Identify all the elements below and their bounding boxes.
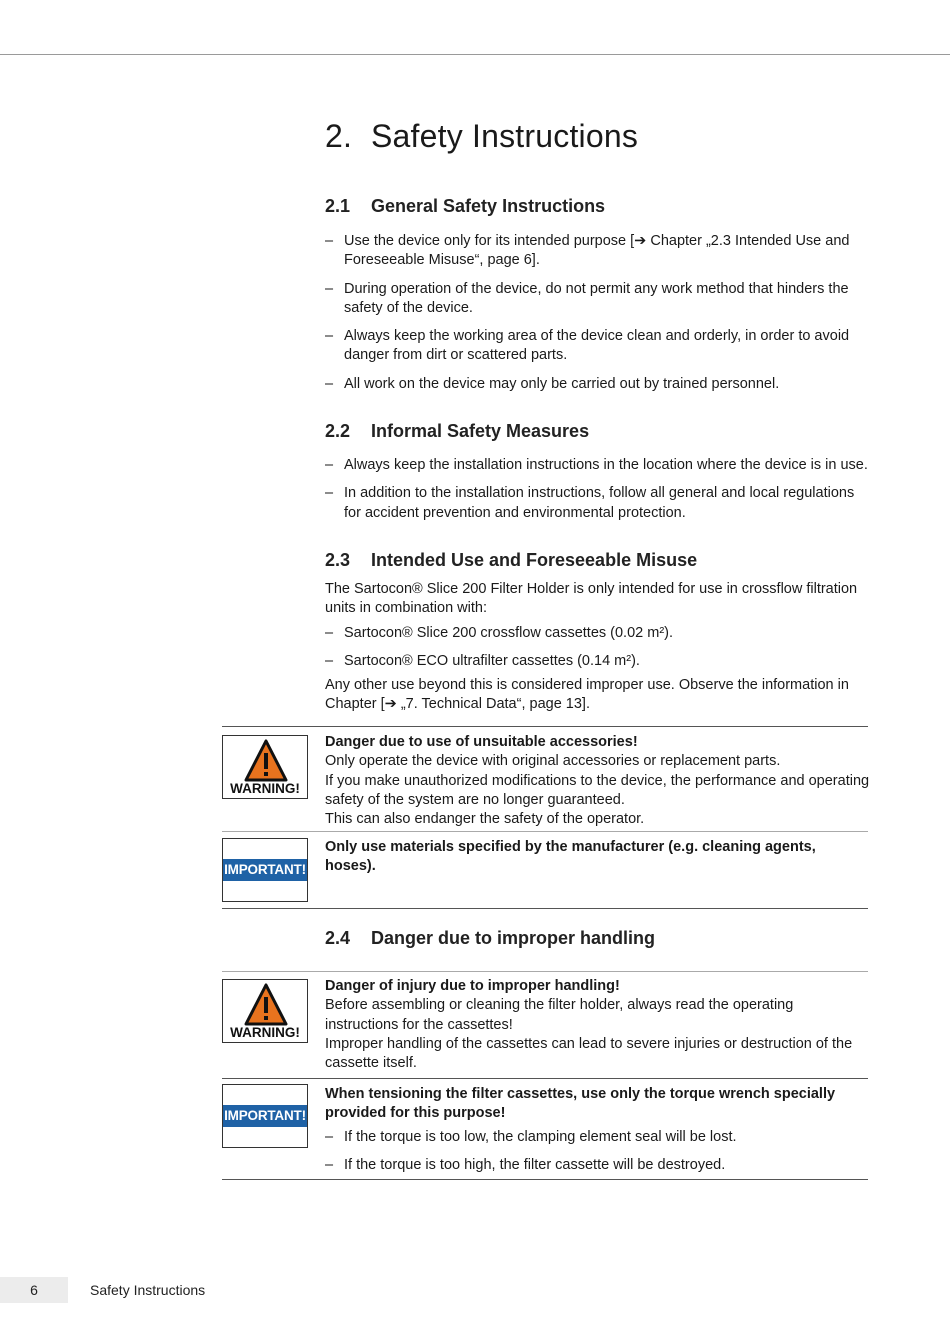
warning-1-text [325,733,870,829]
notice-divider [222,726,868,727]
section-2-2-list [325,456,870,532]
important-box [222,1084,308,1148]
warning-label: WARNING! [230,1025,300,1040]
warning-line: Before assembling or cleaning the filter holder, always read the operating instructions for the cassettes! [325,997,794,1033]
warning-label: WARNING! [230,781,300,796]
section-number: 2.2 [325,421,351,441]
chapter-number: 2. [325,118,353,154]
section-title: Danger due to improper handling [371,928,656,948]
warning-triangle-icon [244,982,288,1026]
list-item: – Sartocon® ECO ultrafilter cassettes (0.14 m²). [325,652,870,671]
warning-heading: Danger due to use of unsuitable accessories! [325,734,638,750]
warning-box [222,735,308,799]
section-title: Intended Use and Foreseeable Misuse [371,550,698,570]
section-title: General Safety Instructions [371,196,606,216]
notice-divider [222,971,868,972]
important-heading: When tensioning the filter cassettes, use only the torque wrench specially provided for this purpose! [325,1086,836,1122]
list-item: – In addition to the installation instructions, follow all general and local regulations for accident prevention and environmental protection. [325,484,870,523]
section-number: 2.4 [325,928,351,948]
section-heading-2-3 [325,550,697,571]
section-2-3-intro: The Sartocon® Slice 200 Filter Holder is only intended for use in crossflow filtration units in combination with: [325,581,858,617]
list-item: – Always keep the installation instructions in the location where the device is in use. [325,456,870,475]
warning-triangle-icon [244,738,288,782]
chapter-title [325,118,638,155]
list-item: – If the torque is too high, the filter cassette will be destroyed. [325,1156,870,1175]
important-box [222,838,308,902]
chapter-title-text: Safety Instructions [371,118,639,154]
warning-line: This can also endanger the safety of the operator. [325,811,645,828]
important-label: IMPORTANT! [223,1105,307,1127]
warning-line: Improper handling of the cassettes can lead to severe injuries or destruction of the cassette itself. [325,1035,853,1072]
warning-line: If you make unauthorized modifications to the device, the performance and operating safety of the system are no longer guaranteed. [325,772,870,808]
list-item: – During operation of the device, do not permit any work method that hinders the safety of the device. [325,280,870,319]
list-item: – All work on the device may only be carried out by trained personnel. [325,375,870,394]
warning-heading: Danger of injury due to improper handling! [325,978,620,994]
warning-box [222,979,308,1043]
list-item: – If the torque is too low, the clamping element seal will be lost. [325,1128,870,1147]
footer-page-number: 6 [0,1277,68,1303]
important-heading: Only use materials specified by the manufacturer (e.g. cleaning agents, hoses). [325,839,816,875]
list-item: – Use the device only for its intended purpose [➔ Chapter „2.3 Intended Use and Foreseeable Misuse“, page 6]. [325,232,870,271]
list-item: – Always keep the working area of the device clean and orderly, in order to avoid danger from dirt or scattered parts. [325,327,870,366]
notice-divider [222,831,868,832]
section-heading-2-1 [325,196,605,217]
footer-section-label: Safety Instructions [90,1282,206,1298]
section-heading-2-2 [325,421,589,442]
section-number: 2.1 [325,196,351,216]
important-2-list [325,1128,870,1176]
warning-line: Only operate the device with original accessories or replacement parts. [325,753,781,770]
important-2-text [325,1085,870,1184]
section-2-1-list [325,232,870,403]
warning-2-text [325,977,870,1073]
important-label: IMPORTANT! [223,859,307,881]
notice-divider [222,1179,868,1180]
list-item: – Sartocon® Slice 200 crossflow cassettes (0.02 m²). [325,624,870,643]
header-rule [0,54,950,55]
important-1-text [325,838,870,877]
notice-divider [222,908,868,909]
section-2-3-list [325,624,870,681]
section-number: 2.3 [325,550,351,570]
notice-divider [222,1078,868,1079]
section-title: Informal Safety Measures [371,421,590,441]
section-2-3-outro: Any other use beyond this is considered improper use. Observe the information in Chapter [➔ „7. Technical Data“, page 13]. [325,677,849,713]
section-heading-2-4 [325,928,655,949]
